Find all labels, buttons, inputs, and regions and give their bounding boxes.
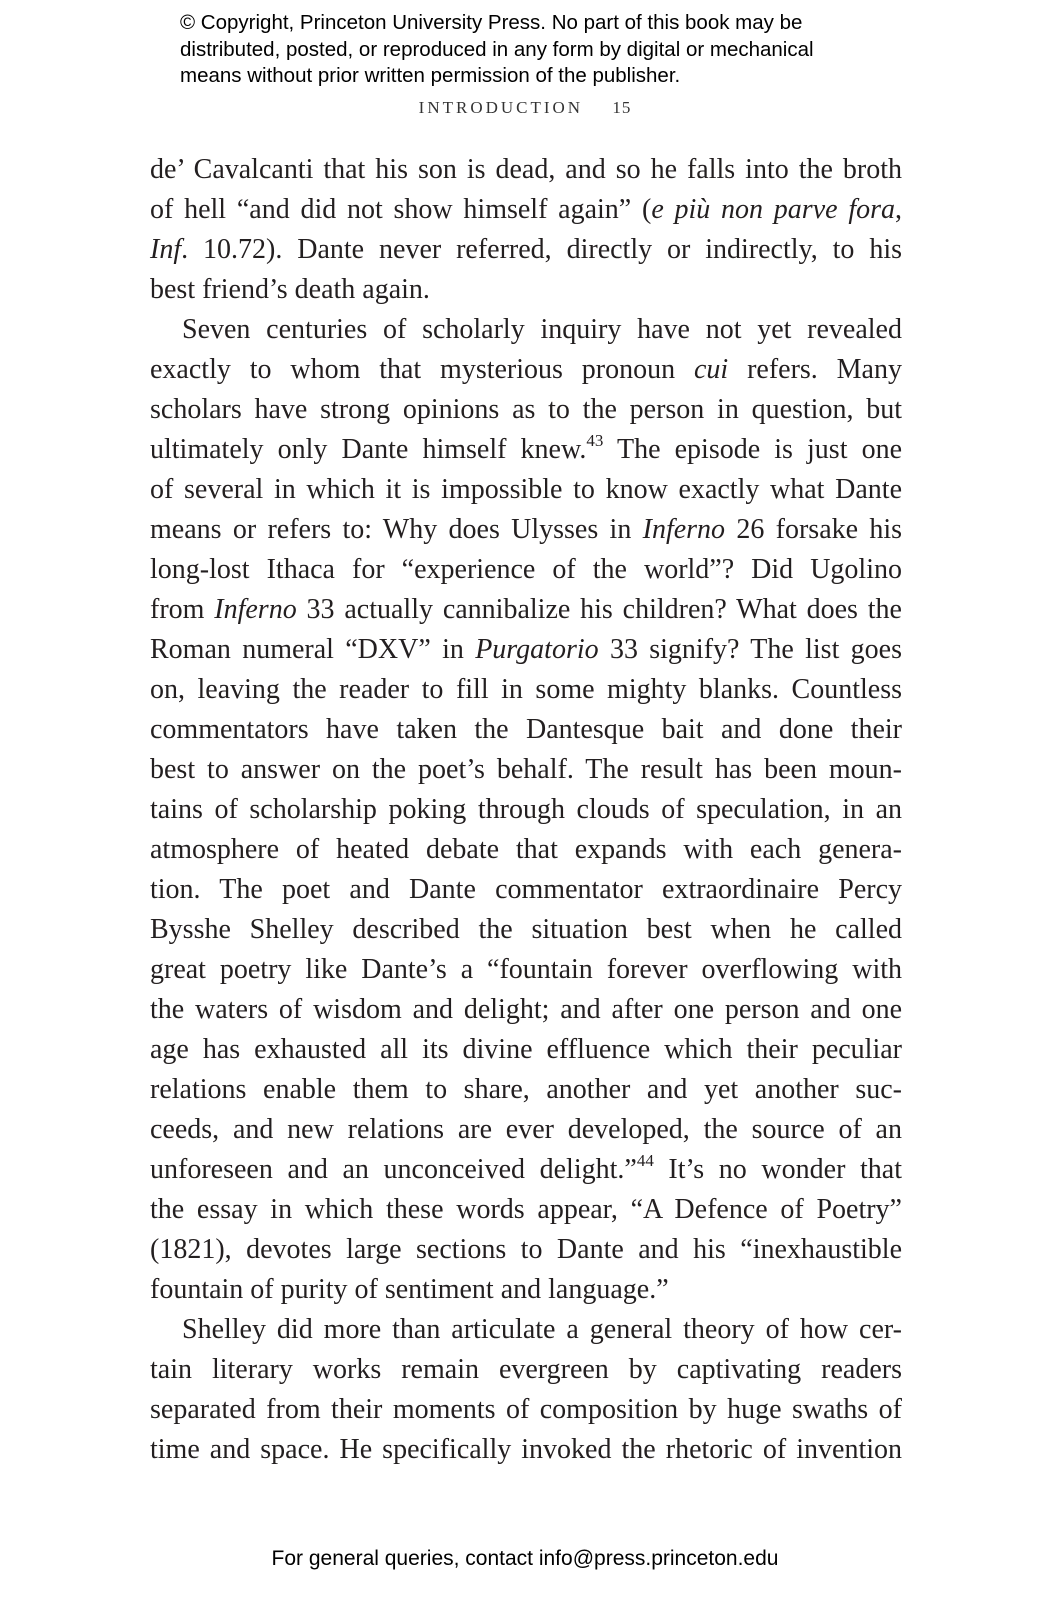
text-segment: 33 actually cannibalize his children? What does the <box>296 594 902 625</box>
text-segment: age has exhausted all its divine effluence which their peculiar <box>150 1034 902 1065</box>
copyright-line: distributed, posted, or reproduced in any form by digital or mechanical <box>180 37 814 61</box>
footer-contact: For general queries, contact info@press.princeton.edu <box>271 1547 779 1570</box>
text-line <box>150 1030 902 1070</box>
text-segment: Shelley did more than articulate a general theory of how cer- <box>182 1314 902 1345</box>
text-segment: Bysshe Shelley described the situation best when he called <box>150 914 902 945</box>
text-line <box>150 710 902 750</box>
text-segment: best friend’s death again. <box>150 274 430 305</box>
page-number: 15 <box>612 98 632 117</box>
text-line <box>150 350 902 390</box>
italic-text: e più non parve fora <box>651 194 895 225</box>
text-segment: The episode is just one <box>603 434 903 465</box>
text-line <box>150 830 902 870</box>
italic-text: cui <box>693 354 729 385</box>
text-segment: Seven centuries of scholarly inquiry have not yet revealed <box>182 314 902 345</box>
running-head <box>0 98 1050 118</box>
text-line <box>150 1190 902 1230</box>
text-segment: the essay in which these words appear, “A Defence of Poetry” <box>150 1194 902 1225</box>
text-segment: of several in which it is impossible to know exactly what Dante <box>150 474 902 505</box>
text-segment: Roman numeral “DXV” in <box>150 634 476 665</box>
chapter-title: INTRODUCTION <box>418 98 584 117</box>
text-line <box>150 1150 902 1190</box>
text-segment: relations enable them to share, another and yet another suc- <box>150 1074 902 1105</box>
text-segment: great poetry like Dante’s a “fountain forever overflowing with <box>150 954 902 985</box>
text-segment: means or refers to: Why does Ulysses in <box>150 514 643 545</box>
text-line <box>150 1430 902 1470</box>
text-line <box>150 510 902 550</box>
text-segment: . 10.72). Dante never referred, directly or indirectly, to his <box>181 234 902 265</box>
text-segment: scholars have strong opinions as to the person in question, but <box>150 394 902 425</box>
italic-text: Inferno <box>642 514 726 545</box>
text-segment: long-lost Ithaca for “experience of the world”? Did Ugolino <box>150 554 902 585</box>
text-line <box>150 590 902 630</box>
text-line <box>150 1070 902 1110</box>
text-line <box>150 1350 902 1390</box>
text-segment: 33 signify? The list goes <box>598 634 903 665</box>
text-line <box>150 750 902 790</box>
text-segment: of hell “and did not show himself again” ( <box>150 194 652 225</box>
text-segment: tains of scholarship poking through clouds of speculation, in an <box>150 794 902 825</box>
text-line <box>150 990 902 1030</box>
text-segment: fountain of purity of sentiment and language.” <box>150 1274 669 1305</box>
text-line <box>150 310 902 350</box>
text-segment: the waters of wisdom and delight; and after one person and one <box>150 994 902 1025</box>
text-segment: refers. Many <box>728 354 902 385</box>
text-line <box>150 550 902 590</box>
text-segment: commentators have taken the Dantesque bait and done their <box>150 714 902 745</box>
text-line <box>150 790 902 830</box>
text-line <box>150 1270 902 1310</box>
text-line <box>150 190 902 230</box>
text-segment: atmosphere of heated debate that expands with each genera- <box>150 834 902 865</box>
text-segment: on, leaving the reader to fill in some mighty blanks. Countless <box>150 674 902 705</box>
text-segment: exactly to whom that mysterious pronoun <box>150 354 694 385</box>
copyright-line: means without prior written permission of the publisher. <box>180 64 681 87</box>
text-line <box>150 870 902 910</box>
text-segment: separated from their moments of composition by huge swaths of <box>150 1394 902 1425</box>
text-line <box>150 670 902 710</box>
text-line <box>150 1230 902 1270</box>
text-line <box>150 230 902 270</box>
text-segment: from <box>150 594 215 625</box>
text-line <box>150 470 902 510</box>
text-segment: 26 forsake his <box>725 514 903 545</box>
italic-text: Inf <box>150 234 182 265</box>
text-segment: unforeseen and an unconceived delight.” <box>150 1154 637 1185</box>
text-segment: (1821), devotes large sections to Dante and his “inexhaustible <box>150 1234 902 1265</box>
text-segment: tion. The poet and Dante commentator extraordinaire Percy <box>150 874 902 905</box>
text-segment: time and space. He specifically invoked the rhetoric of invention <box>150 1434 902 1465</box>
text-segment: ceeds, and new relations are ever developed, the source of an <box>150 1114 902 1145</box>
copyright-line: © Copyright, Princeton University Press. No part of this book may be <box>180 11 803 34</box>
body-text <box>150 150 902 1470</box>
text-line <box>150 270 902 310</box>
italic-text: Purgatorio <box>475 634 599 665</box>
text-line <box>150 1110 902 1150</box>
text-line <box>150 630 902 670</box>
text-line <box>150 390 902 430</box>
text-line <box>150 430 902 470</box>
text-segment: de’ Cavalcanti that his son is dead, and so he falls into the broth <box>150 154 902 185</box>
text-segment: It’s no wonder that <box>653 1154 902 1185</box>
text-segment: ultimately only Dante himself knew. <box>150 434 587 465</box>
text-line <box>150 150 902 190</box>
footnote-marker: 43 <box>586 431 604 450</box>
text-line <box>150 1390 902 1430</box>
text-line <box>150 910 902 950</box>
text-segment: best to answer on the poet’s behalf. The result has been moun- <box>150 754 902 785</box>
italic-text: Inferno <box>214 594 297 625</box>
text-line <box>150 950 902 990</box>
copyright-notice <box>180 10 900 90</box>
text-segment: tain literary works remain evergreen by captivating readers <box>150 1354 902 1385</box>
text-segment: , <box>895 194 902 225</box>
footnote-marker: 44 <box>636 1151 654 1170</box>
text-line <box>150 1310 902 1350</box>
